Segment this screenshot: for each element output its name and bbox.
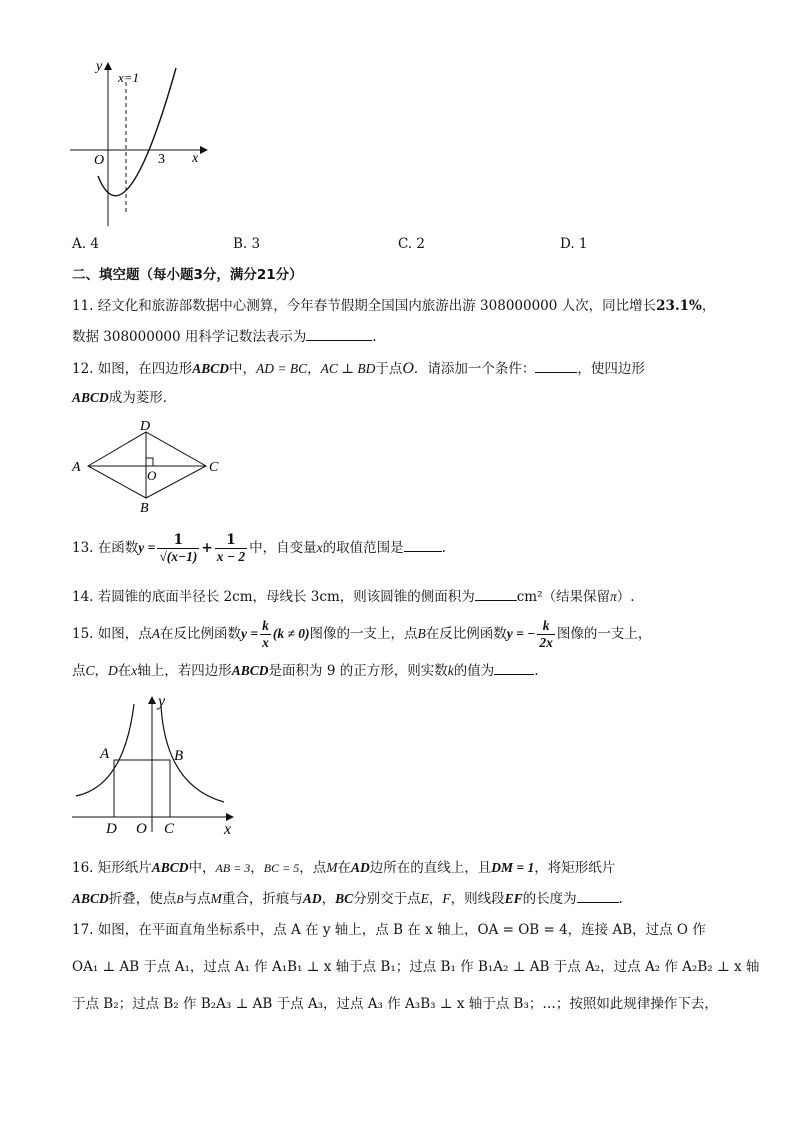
- q13-fraction-1: $\frac{1}{√(x-1)}$: [159, 532, 198, 564]
- q15-sep: ，: [94, 663, 109, 679]
- option-b: B. 3: [233, 236, 261, 252]
- question-15-line-2: [72, 660, 539, 681]
- q11-text-2: 数据 308000000 用科学记数法表示为: [72, 329, 307, 345]
- question-17-line-3: 于点 B₂；过点 B₂ 作 B₂A₃ ⊥ AB 于点 A₃，过点 A₃ 作 A₃B₃ ⊥ x 轴于点 B₃；…；按照如此规律操作下去，: [72, 996, 718, 1012]
- q16-e: E: [420, 891, 429, 906]
- q12-p2: 中，: [229, 361, 257, 377]
- answer-blank-12[interactable]: [535, 358, 577, 373]
- q16-p4: 在: [337, 860, 351, 876]
- fig15-x-label: x: [224, 821, 232, 838]
- q15-f2-left: y = −: [506, 626, 536, 641]
- q12-p1: 12. 如图，在四边形: [72, 361, 193, 377]
- q16-m-2: M: [210, 891, 222, 906]
- answer-blank-11[interactable]: [306, 326, 372, 341]
- q16-ab: AB = 3: [215, 861, 251, 875]
- q15-d: D: [108, 663, 118, 678]
- hyperbola-figure: [66, 690, 246, 840]
- question-17-line-2: OA₁ ⊥ AB 于点 A₁，过点 A₁ 作 A₁B₁ ⊥ x 轴于点 B₁；过点 B₁ 作 B₁A₂ ⊥ AB 于点 A₂，过点 A₂ 作 A₂B₂ ⊥ x 轴: [72, 959, 760, 975]
- q15-p3: 图像的一支上，点: [309, 626, 418, 642]
- fig15-label-o: O: [136, 821, 147, 837]
- option-a: A. 4: [72, 236, 99, 252]
- question-15-line-1: [72, 616, 651, 652]
- q16-dm: DM = 1: [491, 860, 535, 875]
- q16-l2c: 与点: [183, 891, 211, 907]
- q15-l2b: 在: [117, 663, 132, 679]
- parabola-curve: [98, 68, 176, 196]
- q15-fraction-1: $\frac{k}{x}$: [262, 618, 269, 650]
- q15-l2a: 点: [72, 663, 86, 679]
- q15-x-axis: x: [131, 663, 138, 678]
- q15-fraction-2: $\frac{k}{2x}$: [539, 618, 553, 650]
- q16-end: .: [618, 891, 623, 907]
- q12-p3: ，: [307, 361, 321, 377]
- answer-blank-15[interactable]: [494, 660, 534, 675]
- q12-cond2: AC ⊥ BD: [320, 361, 376, 376]
- section-title: 二、填空题（每小题3分，满分21分）: [72, 267, 303, 283]
- answer-blank-13[interactable]: [404, 537, 442, 552]
- fig10-three-label: 3: [158, 152, 165, 167]
- q13-plus: +: [201, 540, 213, 556]
- q16-abcd: ABCD: [151, 860, 189, 875]
- fig10-y-label: y: [96, 59, 103, 74]
- parabola-figure: [66, 56, 216, 232]
- q13-fraction-2: $\frac{1}{x - 2}$: [216, 532, 246, 564]
- q12-p5: ．请添加一个条件：: [413, 361, 536, 377]
- right-angle-mark: [146, 458, 153, 466]
- q15-c: C: [85, 663, 95, 678]
- q15-p2: 在反比例函数: [160, 626, 242, 642]
- q16-m: M: [326, 860, 338, 875]
- fig15-y-label: y: [158, 693, 166, 710]
- q16-l2g: ，: [428, 891, 443, 907]
- q11-percent: 23.1%: [656, 298, 702, 314]
- q16-ef: EF: [504, 891, 523, 906]
- q15-f1-left: y =: [241, 626, 259, 641]
- q16-f: F: [442, 891, 451, 906]
- q16-l2d: 重合，折痕与: [221, 891, 303, 907]
- q16-b: B: [176, 892, 184, 906]
- rhombus-figure: [66, 418, 226, 518]
- q12-p6: ，使四边形: [577, 361, 645, 377]
- q12-abcd: ABCD: [192, 361, 230, 376]
- fig15-label-c: C: [164, 821, 175, 837]
- option-c: C. 2: [398, 236, 426, 252]
- fig10-x-label: x: [192, 151, 199, 166]
- question-14: [72, 586, 635, 607]
- option-d: D. 1: [560, 236, 588, 252]
- q12-cond1: AD = BC: [256, 361, 308, 376]
- q16-p1: 16. 矩形纸片: [72, 860, 152, 876]
- q13-x: x: [316, 540, 323, 555]
- fig15-label-b: B: [174, 748, 184, 764]
- q16-abcd-2: ABCD: [72, 891, 109, 906]
- q15-abcd: ABCD: [231, 663, 269, 678]
- x-axis-arrow: [200, 146, 208, 154]
- q16-ad-2: AD: [302, 891, 322, 906]
- q16-l2e: ，: [321, 891, 336, 907]
- q16-ad: AD: [350, 860, 370, 875]
- fig12-label-c: C: [209, 460, 219, 475]
- question-16-line-2: [72, 888, 623, 909]
- answer-blank-16[interactable]: [577, 888, 619, 903]
- question-17-line-1: 17. 如图，在平面直角坐标系中，点 A 在 y 轴上，点 B 在 x 轴上，OA = OB = 4，连接 AB，过点 O 作: [72, 922, 706, 938]
- q11-text-1: 11. 经文化和旅游部数据中心测算，今年春节假期全国国内旅游出游 308000000 人次，同比增长: [72, 298, 657, 314]
- q14-unit: cm²（结果保留: [516, 589, 611, 605]
- square-abcd: [114, 760, 170, 817]
- fig12-label-o: O: [147, 468, 157, 483]
- rhombus-outline: [88, 432, 206, 498]
- q15-p4: 在反比例函数: [425, 626, 507, 642]
- q16-l2h: ，则线段: [450, 891, 505, 907]
- q15-a: A: [151, 626, 161, 641]
- fig15-label-a: A: [100, 746, 110, 762]
- fig10-x-eq-label: x=1: [118, 70, 140, 85]
- question-12-line-1: [72, 358, 645, 379]
- q15-l2d: 是面积为 9 的正方形，则实数: [268, 663, 448, 679]
- q11-text-1-end: ，: [701, 298, 716, 314]
- fig15-label-d: D: [106, 821, 117, 837]
- q15-l2c: 轴上，若四边形: [137, 663, 232, 679]
- q14-text: 14. 若圆锥的底面半径长 2cm，母线长 3cm，则该圆锥的侧面积为: [72, 589, 475, 605]
- y-axis-arrow: [104, 62, 112, 70]
- q12-l2b: 成为菱形．: [108, 390, 177, 406]
- q12-point-o: O: [402, 360, 414, 377]
- answer-blank-14[interactable]: [475, 586, 517, 601]
- q12-abcd-2: ABCD: [72, 390, 109, 405]
- q16-p6: ，将矩形纸片: [534, 860, 616, 876]
- q12-p4: 于点: [375, 361, 403, 377]
- x-axis-arrow: [226, 813, 234, 821]
- q13-p3: 的取值范围是: [322, 540, 404, 556]
- q13-end: .: [441, 540, 446, 556]
- q15-b: B: [417, 626, 426, 641]
- q13-y: y =: [138, 540, 156, 555]
- question-16-line-1: [72, 858, 615, 878]
- question-11-line-1: [72, 296, 715, 316]
- fig12-label-b: B: [140, 501, 149, 516]
- fig10-origin-label: O: [94, 153, 105, 168]
- q15-p5: 图像的一支上，: [556, 626, 652, 642]
- q15-end: .: [534, 663, 539, 679]
- q13-p1: 13. 在函数: [72, 540, 139, 556]
- q15-p1: 15. 如图，点: [72, 626, 152, 642]
- q14-end: ）.: [616, 589, 635, 605]
- fig12-label-a: A: [72, 460, 81, 475]
- q16-l2i: 的长度为: [522, 891, 577, 907]
- y-axis-arrow: [148, 696, 156, 704]
- q16-p3: ，点: [299, 860, 327, 876]
- q11-text-2-end: .: [372, 329, 377, 345]
- question-11-line-2: [72, 326, 377, 347]
- q16-bc-seg: BC: [335, 891, 354, 906]
- question-12-line-2: [72, 388, 176, 408]
- question-13: [72, 530, 446, 566]
- q16-p5: 边所在的直线上，且: [369, 860, 492, 876]
- q15-f1-cond: (k ≠ 0): [272, 626, 310, 641]
- q16-p2: 中，: [188, 860, 216, 876]
- q15-k: k: [447, 663, 454, 678]
- q16-l2f: 分别交于点: [353, 891, 421, 907]
- fig12-label-d: D: [140, 419, 151, 434]
- q14-pi: π: [610, 589, 617, 604]
- q16-bc: BC = 5: [263, 861, 300, 875]
- q16-sep: ，: [250, 860, 264, 876]
- q15-l2e: 的值为: [453, 663, 495, 679]
- q16-l2b: 折叠，使点: [108, 891, 177, 907]
- q13-p2: 中，自变量: [249, 540, 317, 556]
